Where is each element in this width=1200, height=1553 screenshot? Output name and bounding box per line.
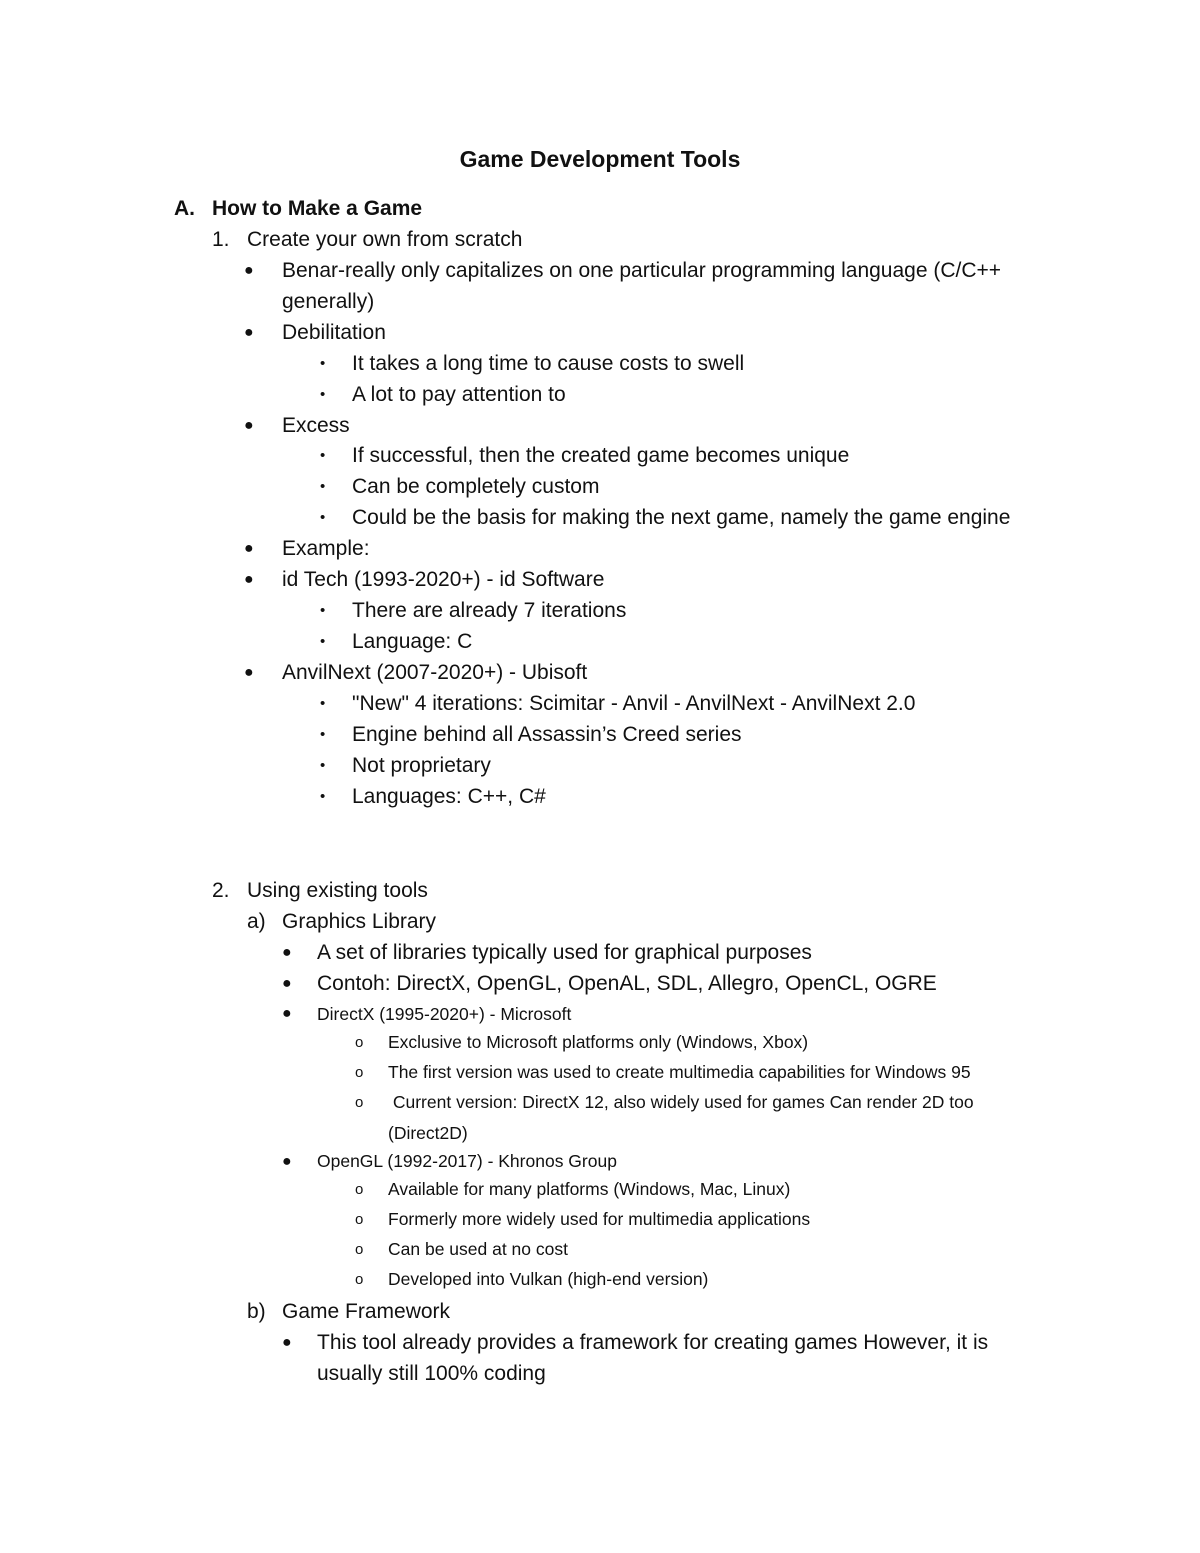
bullet-text: Excess — [282, 414, 350, 437]
sub-bullet-text-continued: (Direct2D) — [388, 1123, 468, 1143]
sub-bullet-icon: • — [320, 509, 326, 526]
bullet-icon: ● — [244, 324, 254, 341]
sub-bullet-icon: • — [320, 447, 326, 464]
list-item: Using existing tools — [247, 879, 428, 902]
sub-bullet-icon: • — [320, 695, 326, 712]
bullet-text: Example: — [282, 537, 370, 560]
sub-bullet-icon: • — [320, 633, 326, 650]
bullet-icon: ● — [244, 540, 254, 557]
sub-bullet-text: If successful, then the created game becomes unique — [352, 444, 850, 467]
sub-bullet-text: Not proprietary — [352, 754, 491, 777]
circle-bullet-icon: o — [355, 1271, 364, 1288]
bullet-text: DirectX (1995-2020+) - Microsoft — [317, 1004, 572, 1024]
sub-bullet-icon: • — [320, 602, 326, 619]
list-number: 1. — [212, 228, 230, 251]
list-number: 2. — [212, 879, 230, 902]
sub-bullet-text: Available for many platforms (Windows, Mac, Linux) — [388, 1179, 791, 1199]
circle-bullet-icon: o — [355, 1181, 364, 1198]
sub-bullet-text: Languages: C++, C# — [352, 785, 546, 808]
sub-bullet-icon: • — [320, 386, 326, 403]
sub-bullet-text: Formerly more widely used for multimedia applications — [388, 1209, 811, 1229]
sub-bullet-icon: • — [320, 788, 326, 805]
sub-bullet-text: Current version: DirectX 12, also widely used for games Can render 2D too — [388, 1092, 974, 1112]
sub-bullet-text: It takes a long time to cause costs to swell — [352, 352, 745, 375]
bullet-icon: ● — [244, 262, 254, 279]
bullet-text: id Tech (1993-2020+) - id Software — [282, 568, 605, 591]
sub-bullet-text: "New" 4 iterations: Scimitar - Anvil - AnvilNext - AnvilNext 2.0 — [352, 692, 916, 715]
circle-bullet-icon: o — [355, 1094, 364, 1111]
sub-bullet-icon: • — [320, 355, 326, 372]
bullet-icon: ● — [282, 1153, 292, 1170]
section-heading: How to Make a Game — [212, 197, 423, 220]
circle-bullet-icon: o — [355, 1034, 364, 1051]
sub-bullet-text: There are already 7 iterations — [352, 599, 627, 622]
sub-bullet-icon: • — [320, 478, 326, 495]
bullet-icon: ● — [282, 1334, 292, 1351]
document-title: Game Development Tools — [459, 146, 741, 172]
bullet-text: A set of libraries typically used for graphical purposes — [317, 941, 812, 964]
bullet-icon: ● — [244, 664, 254, 681]
bullet-text: This tool already provides a framework for creating games However, it is — [317, 1331, 989, 1354]
bullet-text: Contoh: DirectX, OpenGL, OpenAL, SDL, Allegro, OpenCL, OGRE — [317, 972, 937, 995]
circle-bullet-icon: o — [355, 1211, 364, 1228]
sub-bullet-text: Language: C — [352, 630, 473, 653]
bullet-text: Benar-really only capitalizes on one particular programming language (C/C++ — [282, 259, 1002, 282]
sub-list-item: Graphics Library — [282, 910, 437, 933]
sub-bullet-text: The first version was used to create multimedia capabilities for Windows 95 — [388, 1062, 971, 1082]
circle-bullet-icon: o — [355, 1064, 364, 1081]
sub-bullet-text: Engine behind all Assassin’s Creed series — [352, 723, 742, 746]
circle-bullet-icon: o — [355, 1241, 364, 1258]
sub-list-item: Game Framework — [282, 1300, 451, 1323]
list-item: Create your own from scratch — [247, 228, 523, 251]
sub-bullet-text: A lot to pay attention to — [352, 383, 566, 406]
sub-bullet-text: Can be used at no cost — [388, 1239, 568, 1259]
sub-bullet-icon: • — [320, 757, 326, 774]
sub-bullet-text: Exclusive to Microsoft platforms only (Windows, Xbox) — [388, 1032, 809, 1052]
bullet-icon: ● — [244, 417, 254, 434]
bullet-icon: ● — [282, 944, 292, 961]
section-marker: A. — [174, 197, 195, 220]
sub-list-letter: a) — [247, 910, 266, 933]
bullet-text-continued: usually still 100% coding — [317, 1362, 546, 1385]
sub-bullet-text: Can be completely custom — [352, 475, 600, 498]
bullet-icon: ● — [282, 1005, 292, 1022]
bullet-text: Debilitation — [282, 321, 386, 344]
bullet-icon: ● — [282, 975, 292, 992]
bullet-text-continued: generally) — [282, 290, 375, 313]
sub-bullet-text: Could be the basis for making the next game, namely the game engine — [352, 506, 1011, 529]
sub-list-letter: b) — [247, 1300, 266, 1323]
sub-bullet-icon: • — [320, 726, 326, 743]
bullet-icon: ● — [244, 571, 254, 588]
bullet-text: AnvilNext (2007-2020+) - Ubisoft — [282, 661, 588, 684]
bullet-text: OpenGL (1992-2017) - Khronos Group — [317, 1151, 617, 1171]
sub-bullet-text: Developed into Vulkan (high-end version) — [388, 1269, 709, 1289]
